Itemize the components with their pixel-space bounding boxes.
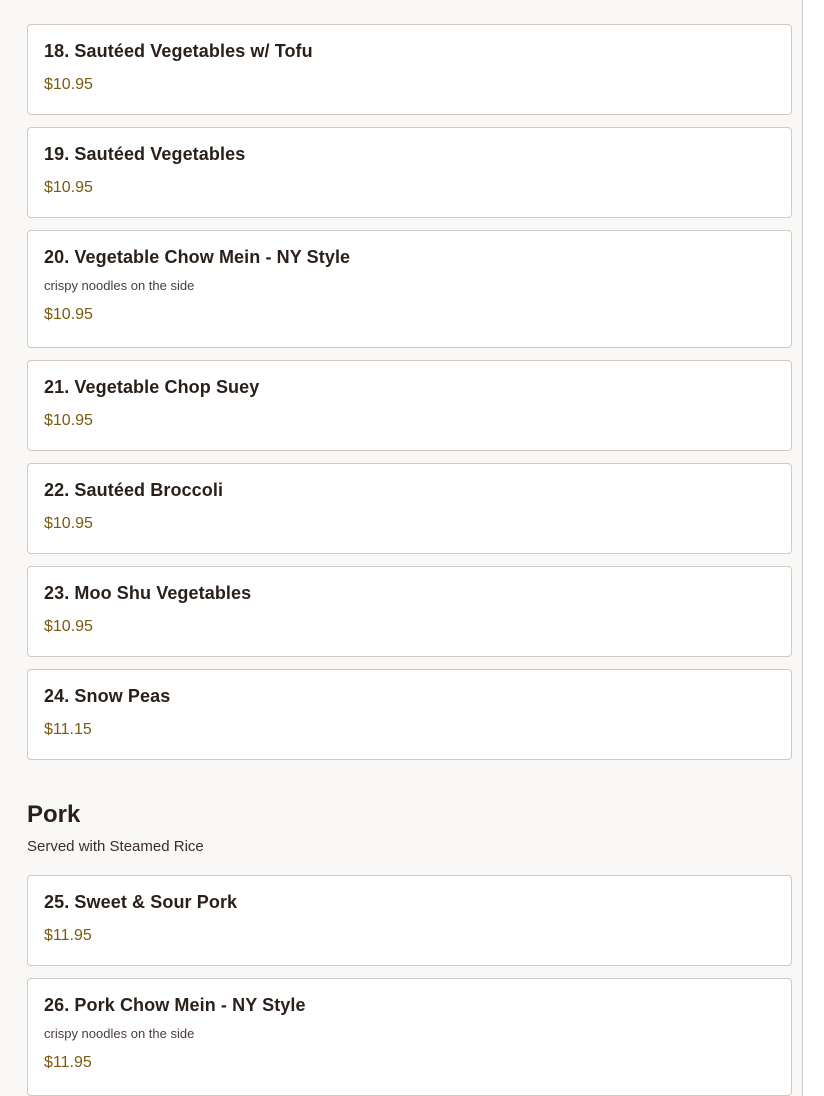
- menu-item-price: $11.95: [44, 1054, 92, 1071]
- menu-item-price: $10.95: [44, 306, 93, 323]
- menu-item-card[interactable]: [27, 230, 792, 348]
- menu-item-price: $10.95: [44, 412, 93, 429]
- menu-item-name: 23. Moo Shu Vegetables: [44, 583, 252, 603]
- menu-item-name: 24. Snow Peas: [44, 686, 171, 706]
- menu-item-card[interactable]: [27, 127, 792, 218]
- menu-item-price: $10.95: [44, 515, 93, 532]
- menu-item-card[interactable]: [27, 463, 792, 554]
- menu-item-name: 19. Sautéed Vegetables: [44, 144, 246, 164]
- menu-item-price: $10.95: [44, 179, 93, 196]
- menu-item-card[interactable]: [27, 978, 792, 1096]
- menu-item-name: 25. Sweet & Sour Pork: [44, 892, 238, 912]
- menu-item-card[interactable]: [27, 566, 792, 657]
- menu-item-name: 18. Sautéed Vegetables w/ Tofu: [44, 41, 313, 61]
- menu-item-card[interactable]: [27, 669, 792, 760]
- menu-item-card[interactable]: [27, 24, 792, 115]
- menu-item-price: $10.95: [44, 76, 93, 93]
- section-subtitle: Served with Steamed Rice: [27, 838, 204, 855]
- menu-item-card[interactable]: [27, 875, 792, 966]
- section-header-pork: [27, 772, 792, 875]
- menu-item-price: $11.15: [44, 721, 92, 738]
- menu-item-description: crispy noodles on the side: [44, 1026, 195, 1041]
- menu-item-description: crispy noodles on the side: [44, 278, 195, 293]
- menu-item-name: 22. Sautéed Broccoli: [44, 480, 224, 500]
- section-title: Pork: [27, 801, 81, 828]
- menu-item-price: $10.95: [44, 618, 93, 635]
- menu-list: [27, 24, 792, 1096]
- menu-item-name: 20. Vegetable Chow Mein - NY Style: [44, 247, 351, 267]
- menu-item-price: $11.95: [44, 927, 92, 944]
- menu-item-name: 26. Pork Chow Mein - NY Style: [44, 995, 306, 1015]
- menu-item-card[interactable]: [27, 360, 792, 451]
- menu-item-name: 21. Vegetable Chop Suey: [44, 377, 260, 397]
